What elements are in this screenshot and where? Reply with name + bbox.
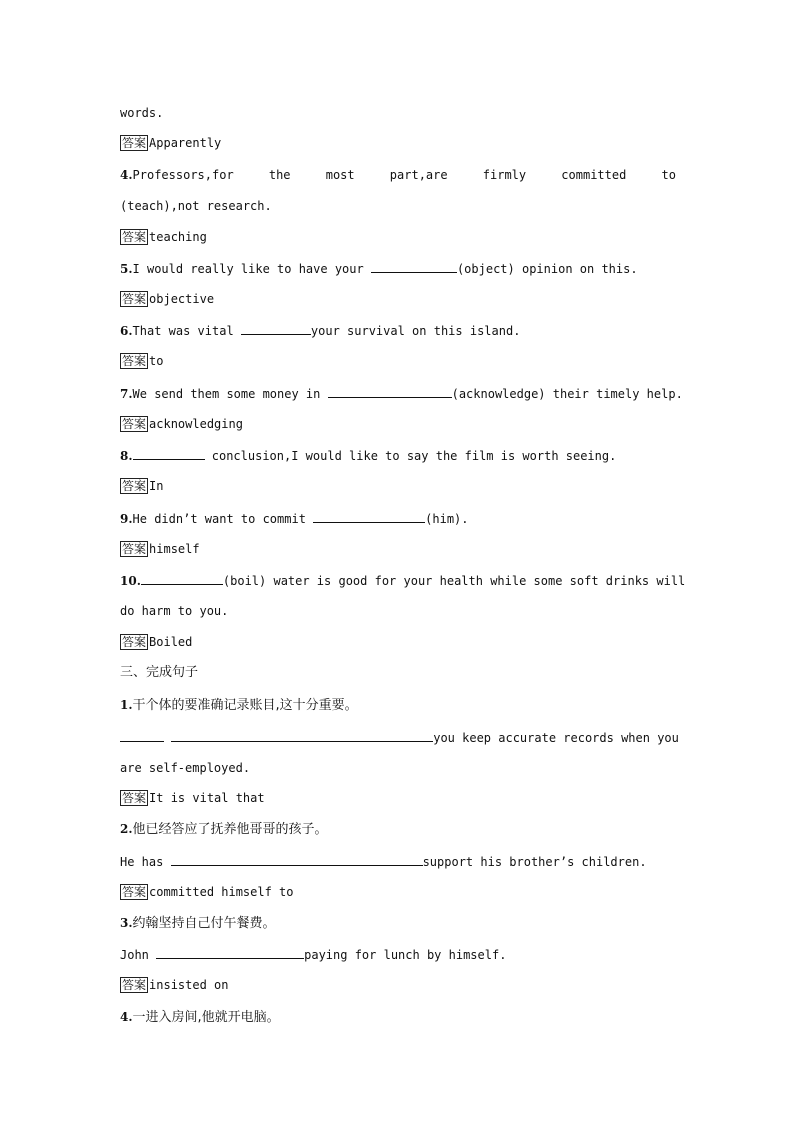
answer-badge: 答案 — [122, 978, 147, 992]
answer-row — [120, 541, 676, 557]
answer-text: It is vital that — [149, 791, 265, 805]
sentence-2-cn: 2.他已经答应了抚养他哥哥的孩子。 — [120, 822, 328, 837]
sentence-3: John paying for lunch by himself. — [120, 948, 507, 962]
question-number: 4. — [120, 168, 133, 182]
blank-line[interactable] — [156, 946, 304, 959]
question-4-cont: (teach),not research. — [120, 199, 272, 213]
question-number: 10. — [120, 574, 141, 588]
answer-text: Apparently — [149, 136, 222, 150]
question-10-cont: do harm to you. — [120, 604, 229, 618]
answer-badge: 答案 — [122, 417, 147, 431]
question-4 — [120, 167, 676, 183]
answer-row — [120, 977, 676, 993]
q4-word: most — [325, 168, 355, 182]
question-8: 8. conclusion,I would like to say the film is worth seeing. — [120, 449, 617, 463]
question-number: 1. — [120, 698, 133, 712]
answer-row — [120, 790, 676, 806]
answer-text: Boiled — [149, 635, 193, 649]
blank-line[interactable] — [120, 729, 164, 742]
text: words. — [120, 106, 164, 120]
blank-line[interactable] — [141, 572, 223, 585]
q4-word: to — [661, 168, 676, 182]
question-number: 4. — [120, 1010, 133, 1024]
answer-row — [120, 478, 676, 494]
answer-text: objective — [149, 292, 215, 306]
question-number: 3. — [120, 916, 133, 930]
answer-row — [120, 353, 676, 369]
line-words — [120, 105, 676, 121]
blank-line[interactable] — [328, 385, 452, 398]
answer-text: insisted on — [149, 978, 229, 992]
answer-row — [120, 634, 676, 650]
answer-row — [120, 416, 676, 432]
question-5: 5.I would really like to have your (object) opinion on this. — [120, 262, 638, 276]
answer-text: In — [149, 479, 164, 493]
q4-word: the — [268, 168, 291, 182]
answer-badge: 答案 — [122, 635, 147, 649]
sentence-4-cn: 4.一进入房间,他就开电脑。 — [120, 1010, 280, 1025]
sentence-1: you keep accurate records when you — [120, 729, 676, 746]
blank-line[interactable] — [171, 853, 423, 866]
blank-line[interactable] — [171, 729, 433, 742]
answer-text: to — [149, 354, 164, 368]
answer-badge: 答案 — [122, 230, 147, 244]
answer-text: himself — [149, 542, 200, 556]
answer-badge: 答案 — [122, 542, 147, 556]
question-number: 6. — [120, 324, 133, 338]
answer-text: committed himself to — [149, 885, 294, 899]
answer-badge: 答案 — [122, 292, 147, 306]
blank-line[interactable] — [241, 322, 311, 335]
sentence-1-cont: are self-employed. — [120, 761, 251, 775]
blank-line[interactable] — [133, 447, 205, 460]
q4-word: 4.Professors,for — [120, 168, 234, 182]
sentence-1-cn: 1.干个体的要准确记录账目,这十分重要。 — [120, 698, 358, 713]
question-number: 7. — [120, 387, 133, 401]
answer-badge: 答案 — [122, 885, 147, 899]
question-10: 10. (boil) water is good for your health while some soft drinks will — [120, 574, 686, 588]
q4-word: firmly — [482, 168, 527, 182]
answer-text: teaching — [149, 230, 207, 244]
question-number: 8. — [120, 449, 133, 463]
answer-badge: 答案 — [122, 354, 147, 368]
sentence-3-cn: 3.约翰坚持自己付午餐费。 — [120, 916, 276, 931]
answer-badge: 答案 — [122, 136, 147, 150]
question-number: 9. — [120, 512, 133, 526]
question-9: 9.He didn’t want to commit (him). — [120, 512, 469, 526]
question-number: 5. — [120, 262, 133, 276]
question-6: 6.That was vital your survival on this island. — [120, 324, 521, 338]
answer-row — [120, 229, 676, 245]
q4-word: part,are — [389, 168, 448, 182]
answer-text: acknowledging — [149, 417, 243, 431]
blank-line[interactable] — [371, 260, 457, 273]
answer-row — [120, 884, 676, 900]
sentence-2: He has support his brother’s children. — [120, 855, 647, 869]
q4-word: committed — [561, 168, 627, 182]
answer-badge: 答案 — [122, 479, 147, 493]
question-7: 7.We send them some money in (acknowledge) their timely help. — [120, 387, 683, 401]
blank-line[interactable] — [313, 510, 425, 523]
question-number: 2. — [120, 822, 133, 836]
answer-row — [120, 291, 676, 307]
section-heading: 三、完成句子 — [120, 665, 199, 680]
answer-badge: 答案 — [122, 791, 147, 805]
answer-row — [120, 135, 676, 151]
